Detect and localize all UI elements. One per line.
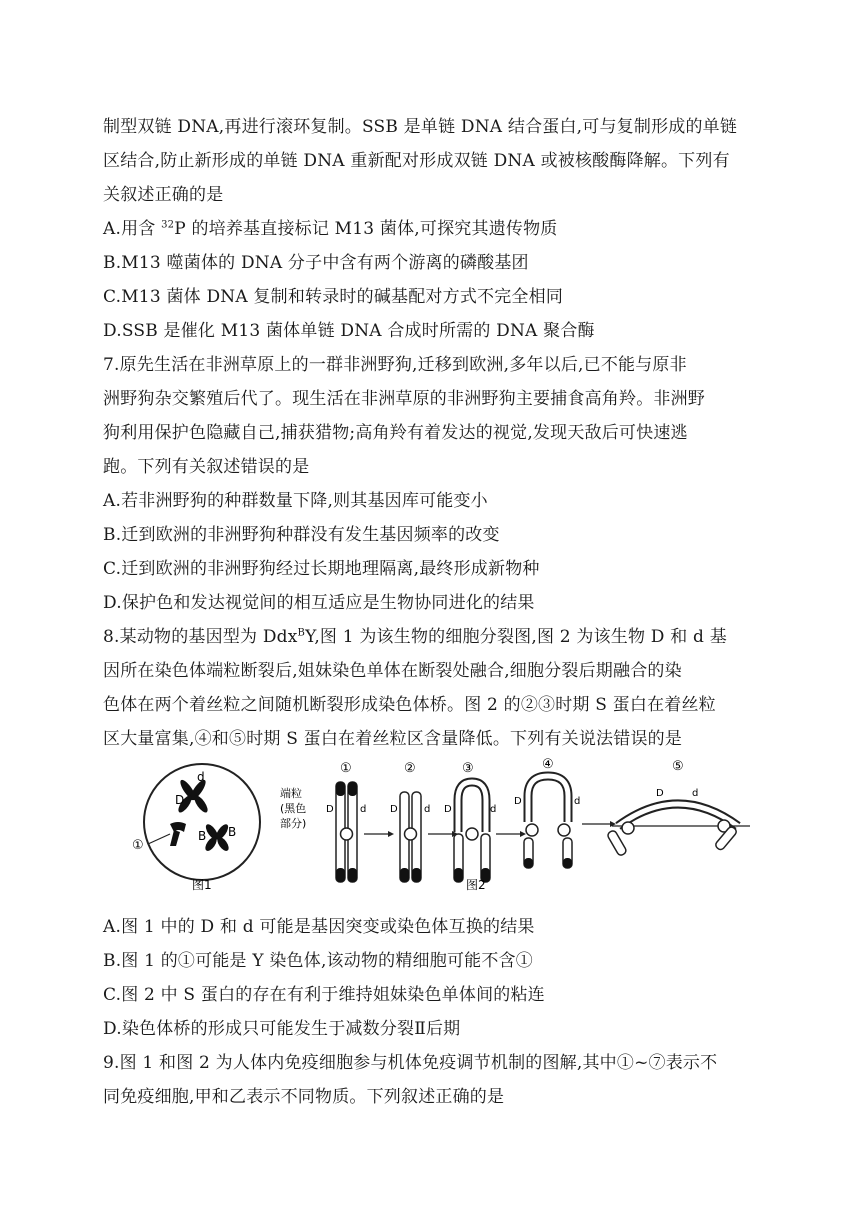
svg-text:d: d [574,796,581,807]
gene-label-B2: B [228,825,237,839]
gene-label-B1: B [198,829,207,843]
svg-text:D: D [390,804,398,815]
intro-line: 关叙述正确的是 [103,185,224,205]
svg-text:D: D [444,804,452,815]
q7-stem-line: 7.原先生活在非洲草原上的一群非洲野狗,迁移到欧洲,多年以后,已不能与原非 [103,355,687,375]
q8-stem-line: 区大量富集,④和⑤时期 S 蛋白在着丝粒区含量降低。下列有关说法错误的是 [103,729,683,749]
q7-option-d: D.保护色和发达视觉间的相互适应是生物协同进化的结果 [103,593,535,613]
svg-text:d: d [360,804,367,815]
intro-line: 制型双链 DNA,再进行滚环复制。SSB 是单链 DNA 结合蛋白,可与复制形成的单链 [103,117,738,137]
stage-5-bridge [607,804,750,857]
pointer-arrow [148,834,170,844]
stage-2-chromosome [400,792,421,882]
q7-stem-line: 狗利用保护色隐藏自己,捕获猎物;高角羚有着发达的视觉,发现天敌后可快速逃 [103,423,688,443]
svg-text:d: d [692,788,699,799]
svg-text:D: D [656,788,664,799]
q6-option-c: C.M13 菌体 DNA 复制和转录时的碱基配对方式不完全相同 [103,287,564,307]
stage-3-chromosome [454,782,490,882]
q8-option-c: C.图 2 中 S 蛋白的存在有利于维持姐妹染色单体间的粘连 [103,985,545,1005]
stage-label-3: ③ [462,761,474,776]
gene-label-d: d [197,770,205,784]
q7-option-a: A.若非洲野狗的种群数量下降,则其基因库可能变小 [103,491,488,511]
stage-label-5: ⑤ [672,759,684,774]
q7-stem-line: 跑。下列有关叙述错误的是 [103,457,310,477]
q9-stem-line: 同免疫细胞,甲和乙表示不同物质。下列叙述正确的是 [103,1087,505,1107]
fig1-caption: 图1 [192,878,212,892]
q6-option-d: D.SSB 是催化 M13 菌体单链 DNA 合成时所需的 DNA 聚合酶 [103,321,595,341]
intro-line: 区结合,防止新形成的单链 DNA 重新配对形成双链 DNA 或被核酸酶降解。下列有 [103,151,730,171]
stage-4-chromosome [524,776,572,868]
chromosome-figure [118,752,758,902]
q6-option-a: A.用含 $^{32}$P 的培养基直接标记 M13 菌体,可探究其遗传物质 [103,219,558,239]
q8-stem-line: 8.某动物的基因型为 Ddx$^B$Y,图 1 为该生物的细胞分裂图,图 2 为该生物 D 和 d 基 [103,627,727,647]
q7-option-b: B.迁到欧洲的非洲野狗种群没有发生基因频率的改变 [103,525,500,545]
svg-text:d: d [424,804,431,815]
telomere-label: 部分) [280,817,307,830]
q8-option-d: D.染色体桥的形成只可能发生于减数分裂Ⅱ后期 [103,1019,461,1039]
svg-text:D: D [514,796,522,807]
svg-text:D: D [326,804,334,815]
gene-label-D: D [175,793,185,807]
q8-option-a: A.图 1 中的 D 和 d 可能是基因突变或染色体互换的结果 [103,917,535,937]
stage-label-4: ④ [542,757,554,772]
q6-option-b: B.M13 噬菌体的 DNA 分子中含有两个游离的磷酸基团 [103,253,529,273]
chromosome-y [170,822,186,832]
stage-label-2: ② [404,761,416,776]
circle-label-1: ① [132,838,144,853]
svg-text:d: d [490,804,497,815]
q7-stem-line: 洲野狗杂交繁殖后代了。现生活在非洲草原的非洲野狗主要捕食高角羚。非洲野 [103,389,705,409]
q8-stem-line: 色体在两个着丝粒之间随机断裂形成染色体桥。图 2 的②③时期 S 蛋白在着丝粒 [103,695,716,715]
telomere-label: 端粒 [280,787,302,800]
fig2-caption: 图2 [466,878,486,892]
stage-1-chromosome [336,782,357,882]
stage-label-1: ① [340,761,352,776]
q8-stem-line: 因所在染色体端粒断裂后,姐妹染色单体在断裂处融合,细胞分裂后期融合的染 [103,661,682,681]
q9-stem-line: 9.图 1 和图 2 为人体内免疫细胞参与机体免疫调节机制的图解,其中①~⑦表示不 [103,1053,718,1073]
q8-option-b: B.图 1 的①可能是 Y 染色体,该动物的精细胞可能不含① [103,951,533,971]
q7-option-c: C.迁到欧洲的非洲野狗经过长期地理隔离,最终形成新物种 [103,559,540,579]
telomere-label: (黑色 [280,802,307,815]
chromosome-x-bottom [203,822,231,853]
